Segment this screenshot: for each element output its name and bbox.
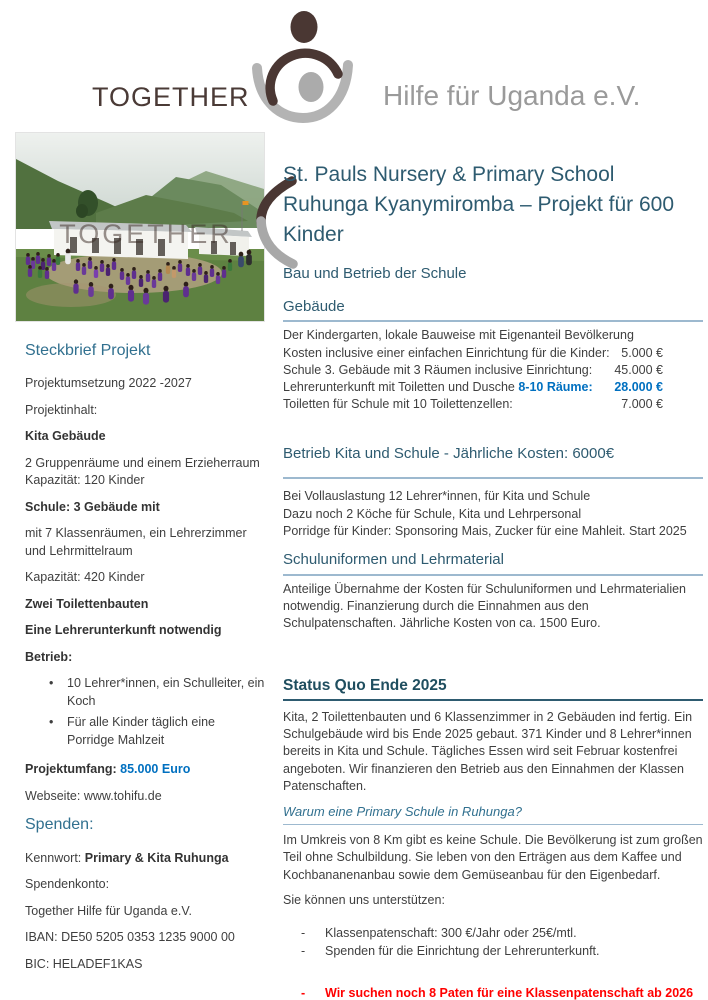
project-period: Projektumsetzung 2022 -2027 (25, 376, 192, 391)
bic-line: BIC: HELADEF1KAS (25, 956, 143, 971)
uniformen-heading: Schuluniformen und Lehrmaterial (283, 550, 703, 576)
scope-label: Projektumfang: (25, 762, 121, 777)
school-photo-illustration (16, 133, 264, 321)
toiletten-line: Zwei Toilettenbauten (25, 596, 149, 611)
betrieb-item: • Für alle Kinder täglich eine Porridge Mahlzeit (49, 715, 215, 747)
scope-value: 85.000 Euro (120, 762, 191, 777)
cost-table (283, 327, 663, 413)
dash-icon: - (301, 944, 306, 959)
brand-org-name: Hilfe für Uganda e.V. (383, 80, 641, 111)
brand-together-wordmark: TOGETHER (92, 82, 250, 112)
kita-rooms: 2 Gruppenräume und einem Erzieherraum (25, 455, 260, 470)
photo-watermark-text: TOGETHER (59, 219, 233, 249)
bullet-icon: • (49, 715, 54, 730)
cost-row: Kosten inclusive einer einfachen Einrichtung für die Kinder: 5.000 € (283, 345, 663, 360)
fact-sheet-heading: Steckbrief Projekt (25, 342, 151, 359)
cost-intro: Der Kindergarten, lokale Bauweise mit Eigenanteil Bevölkerung (283, 328, 634, 343)
kennwort-label: Kennwort: (25, 850, 85, 865)
schule-rooms: mit 7 Klassenräumen, ein Lehrerzimmer und Lehrmittelraum (25, 526, 247, 558)
cost-row: Toiletten für Schule mit 10 Toilettenzellen: 7.000 € (283, 397, 663, 412)
project-scope (25, 761, 265, 779)
gebaeude-heading: Gebäude (283, 297, 703, 323)
patron-call-to-action: - Wir suchen noch 8 Paten für eine Klassenpatenschaft ab 2026 (283, 985, 703, 1000)
website-line: Webseite: www.tohifu.de (25, 788, 162, 803)
support-intro: Sie können uns unterstützen: (283, 892, 445, 907)
kennwort-line (25, 850, 265, 868)
main-content (283, 160, 703, 1000)
subtitle: Bau und Betrieb der Schule (283, 265, 467, 283)
iban-line: IBAN: DE50 5205 0353 1235 9000 00 (25, 930, 235, 945)
schule-capacity: Kapazität: 420 Kinder (25, 570, 145, 585)
cost-row: Schule 3. Gebäude mit 3 Räumen inclusive Einrichtung: 45.000 € (283, 362, 663, 377)
betrieb-line: Dazu noch 2 Köche für Schule, Kita und Lehrpersonal (283, 506, 582, 521)
cost-row: Lehrerunterkunft mit Toiletten und Dusche 8-10 Räume: 28.000 € (283, 380, 663, 395)
project-fact-sheet (25, 340, 265, 982)
support-item: - Spenden für die Einrichtung der Lehrerunterkunft. (283, 943, 703, 960)
schule-heading: Schule: 3 Gebäude mit (25, 499, 160, 514)
dash-icon: - (301, 985, 306, 1000)
betrieb-heading: Betrieb: (25, 649, 73, 664)
support-item: - Klassenpatenschaft: 300 €/Jahr oder 25€/mtl. (283, 925, 703, 942)
status-text: Kita, 2 Toilettenbauten und 6 Klassenzimmer in 2 Gebäuden ind fertig. Ein Schulgebäude wird bis Ende 2025 gebaut. 371 Kinder und 8 Lehrer*innen bereits in Kita und Schule. Tägliches Essen wird seit Februar kostenfrei angeboten. Wir finanzieren den Betrieb aus den Einnahmen der Klassen Patenschaften. (283, 709, 693, 793)
betrieb-item: • 10 Lehrer*innen, ein Schulleiter, ein Koch (49, 676, 265, 708)
status-heading: Status Quo Ende 2025 (283, 675, 703, 701)
unterkunft-line: Eine Lehrerunterkunft notwendig (25, 623, 222, 638)
warum-text: Im Umkreis von 8 Km gibt es keine Schule. Die Bevölkerung ist zum großen Teil ohne Schulbildung. Sie leben von den Erträgen aus dem Kaffee und Kochbananenanbau sowie dem Gemüseanbau für den Eigenbedarf. (283, 833, 703, 882)
account-holder: Together Hilfe für Uganda e.V. (25, 903, 193, 918)
support-list (283, 925, 703, 961)
kennwort-value: Primary & Kita Ruhunga (84, 850, 229, 865)
betrieb-heading: Betrieb Kita und Schule - Jährliche Kosten: 6000€ (283, 444, 703, 480)
spendenkonto-label: Spendenkonto: (25, 877, 110, 892)
together-logo-icon (250, 10, 354, 128)
kita-capacity: Kapazität: 120 Kinder (25, 473, 145, 488)
betrieb-line: Porridge für Kinder: Sponsoring Mais, Zucker für eine Mahleit. Start 2025 (283, 523, 687, 538)
page-title: St. Pauls Nursery & Primary School Ruhunga Kyanymiromba – Projekt für 600 Kinder (283, 163, 675, 247)
bullet-icon: • (49, 676, 54, 691)
betrieb-line: Bei Vollauslastung 12 Lehrer*innen, für Kita und Schule (283, 489, 591, 504)
dash-icon: - (301, 926, 306, 941)
highlighted-rooms: 8-10 Räume: (518, 380, 593, 395)
school-photo (15, 132, 265, 322)
spenden-heading: Spenden: (25, 816, 94, 834)
kita-heading: Kita Gebäude (25, 429, 106, 444)
project-content-label: Projektinhalt: (25, 402, 98, 417)
kita-details (25, 455, 265, 490)
warum-heading: Warum eine Primary Schule in Ruhunga? (283, 803, 703, 825)
betrieb-list (25, 675, 265, 749)
uniformen-text: Anteilige Übernahme der Kosten für Schuluniformen und Lehrmaterialien notwendig. Finanzierung durch die Einnahmen aus den Schulpatenschaften. Jährliche Kosten von ca. 1500 Euro. (283, 581, 687, 631)
